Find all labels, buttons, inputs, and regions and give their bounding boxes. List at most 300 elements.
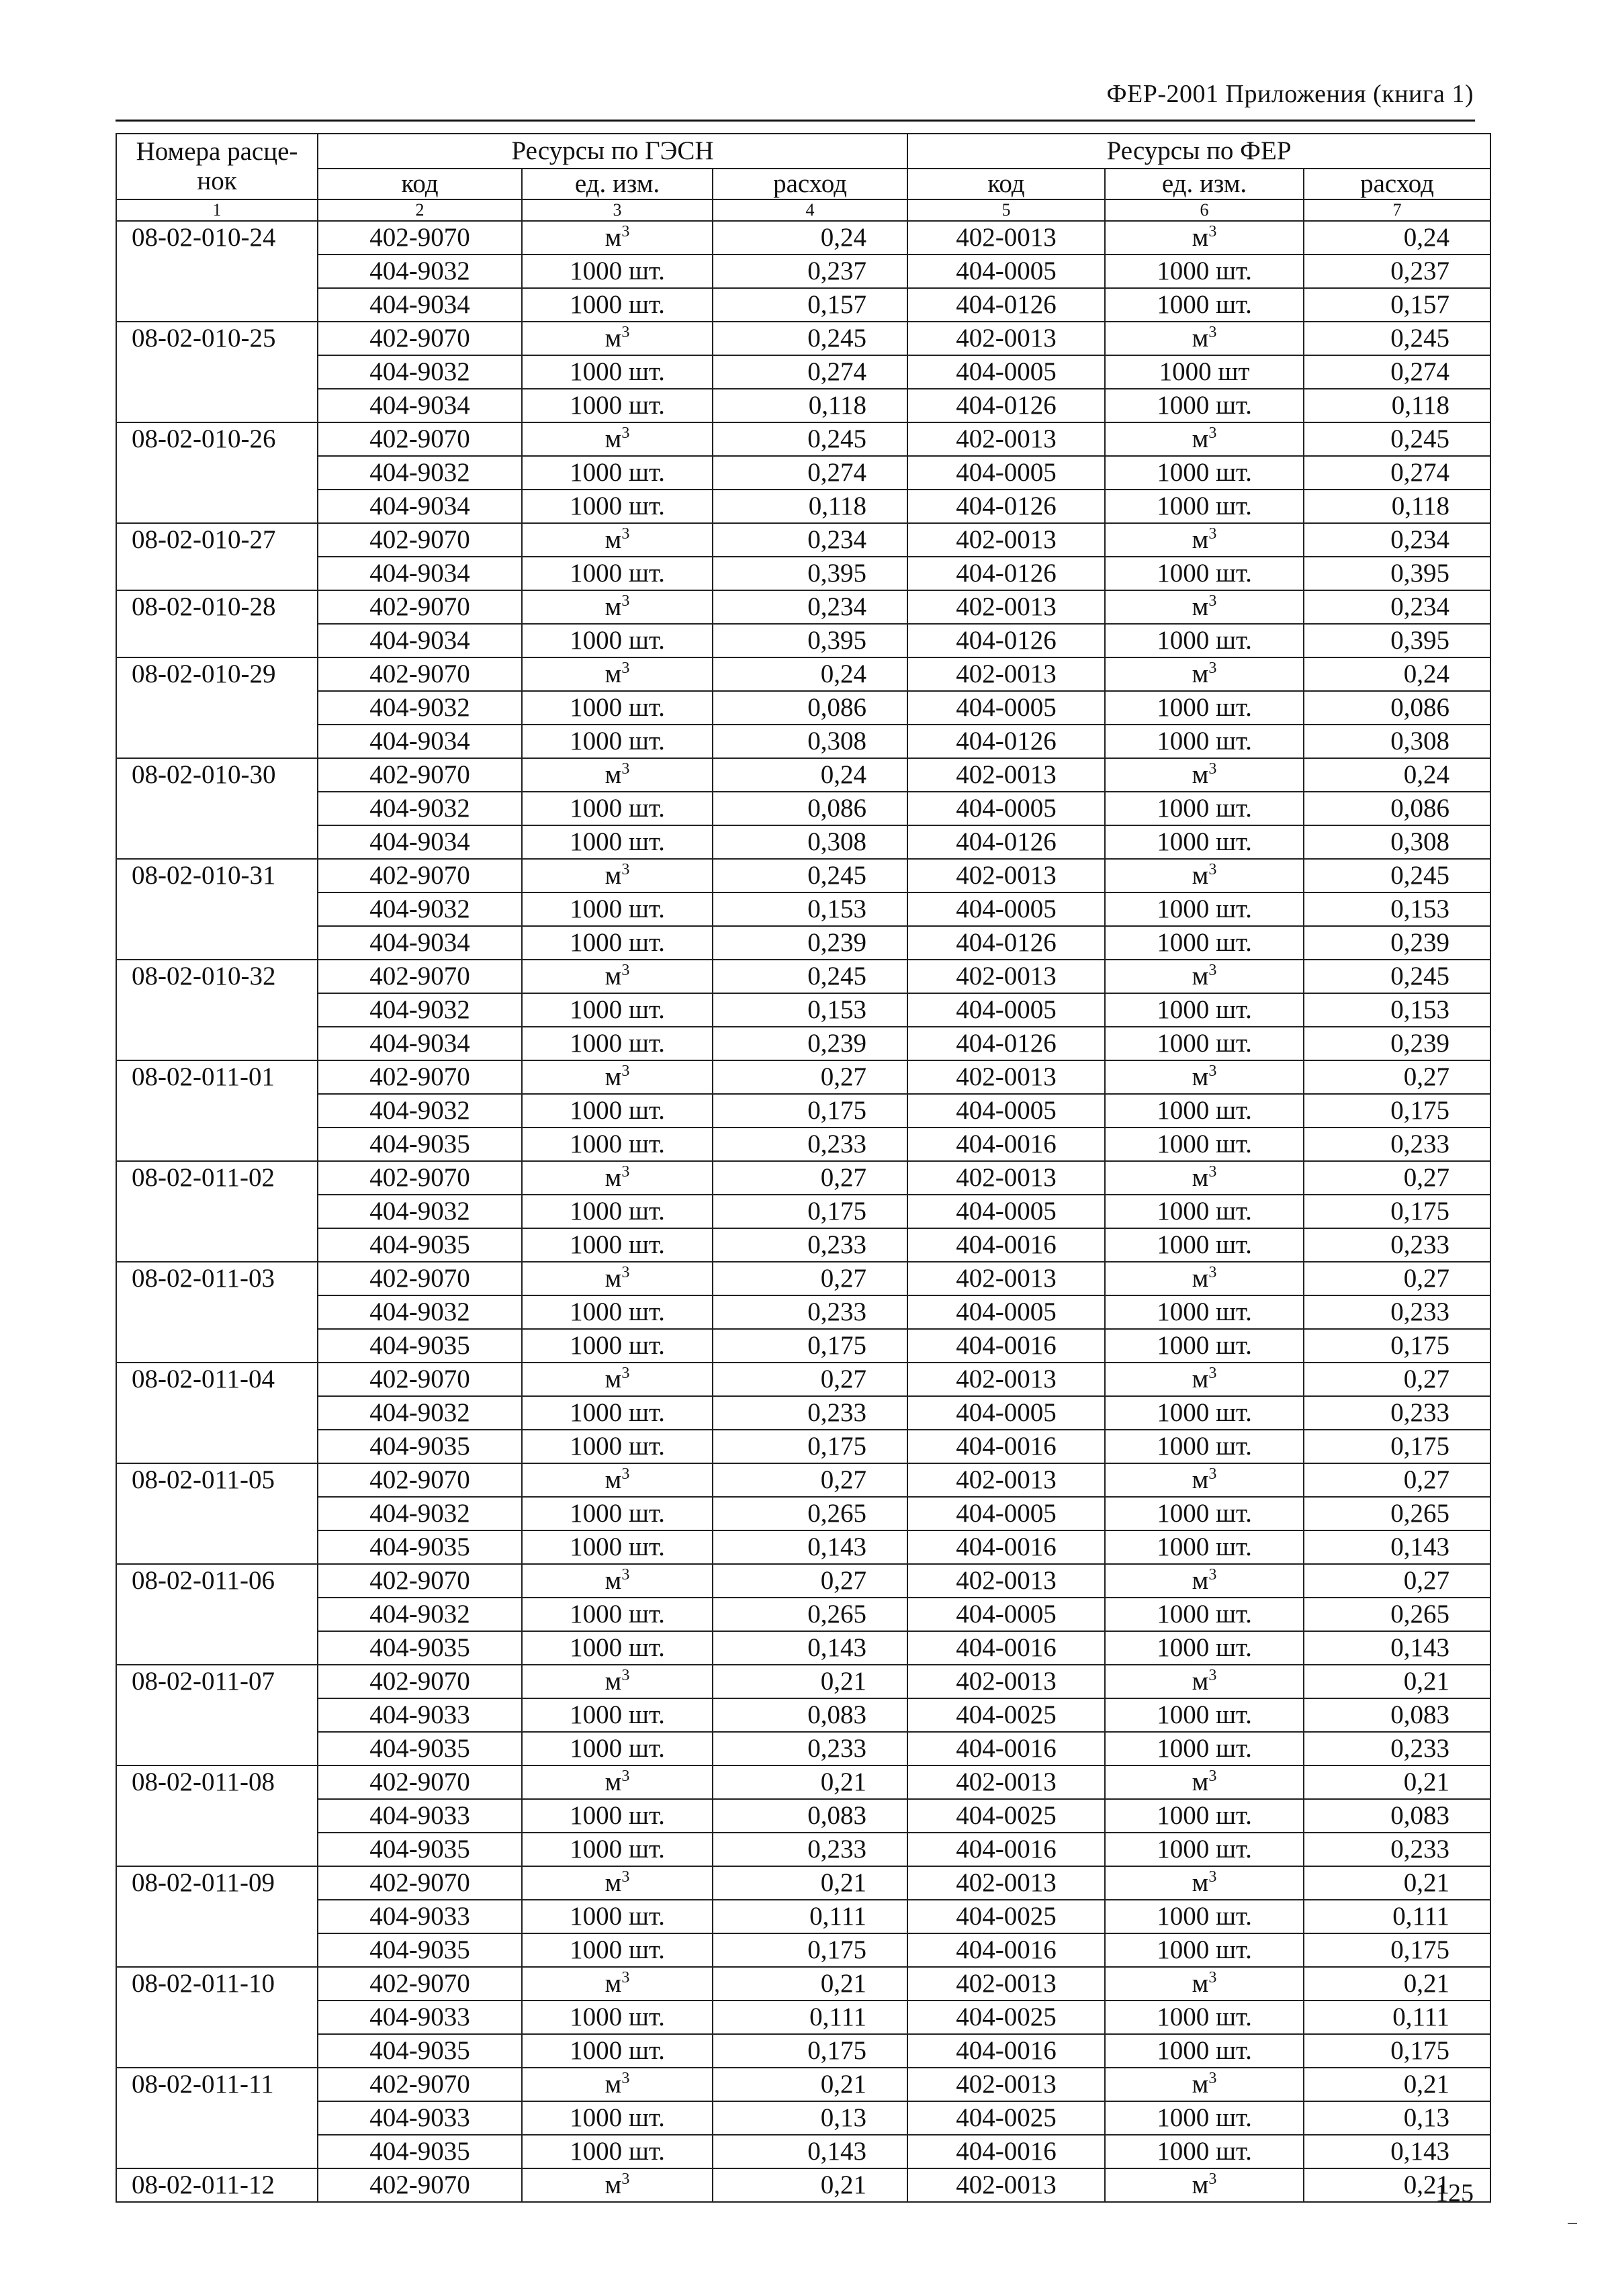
gesn-code-cell: 404-9034 — [318, 624, 522, 657]
fer-unit-cell: 1000 шт. — [1105, 691, 1304, 725]
fer-code-cell: 402-0013 — [907, 590, 1105, 624]
table-row — [116, 2001, 1490, 2034]
fer-code-cell: 402-0013 — [907, 1262, 1105, 1295]
table-row — [116, 1497, 1490, 1530]
fer-code-cell: 404-0025 — [907, 1900, 1105, 1933]
rate-number-cell: 08-02-010-26 — [116, 422, 318, 523]
table-row — [116, 2034, 1490, 2068]
fer-unit-cell — [1105, 758, 1304, 792]
gesn-code-cell: 404-9035 — [318, 2034, 522, 2068]
unit-superscript: 3 — [1208, 1365, 1217, 1382]
table-row — [116, 255, 1490, 288]
fer-qty-cell: 0,21 — [1304, 1967, 1490, 2001]
rate-number-cell: 08-02-010-29 — [116, 657, 318, 758]
gesn-code-cell: 402-9070 — [318, 1161, 522, 1195]
gesn-unit-cell — [522, 221, 713, 255]
fer-unit-cell — [1105, 1967, 1304, 2001]
fer-code-cell: 402-0013 — [907, 322, 1105, 355]
fer-qty-cell: 0,308 — [1304, 825, 1490, 859]
gesn-code-cell: 404-9034 — [318, 490, 522, 523]
fer-unit-cell: 1000 шт. — [1105, 456, 1304, 490]
gesn-unit-cell: 1000 шт. — [522, 1698, 713, 1732]
fer-code-cell: 404-0025 — [907, 1799, 1105, 1833]
fer-qty-cell: 0,143 — [1304, 1530, 1490, 1564]
fer-qty-cell: 0,265 — [1304, 1598, 1490, 1631]
fer-qty-cell: 0,086 — [1304, 792, 1490, 825]
gesn-code-cell: 404-9032 — [318, 691, 522, 725]
gesn-qty-cell: 0,308 — [713, 825, 907, 859]
fer-unit-cell: 1000 шт. — [1105, 825, 1304, 859]
gesn-unit-cell: 1000 шт. — [522, 1295, 713, 1329]
gesn-qty-cell: 0,395 — [713, 557, 907, 590]
gesn-qty-cell: 0,245 — [713, 960, 907, 993]
table-row — [116, 691, 1490, 725]
table-row — [116, 1463, 1490, 1497]
table-row — [116, 422, 1490, 456]
table-row — [116, 1430, 1490, 1463]
table-row — [116, 221, 1490, 255]
unit-superscript: 3 — [1208, 1868, 1217, 1886]
gesn-unit-cell: 1000 шт. — [522, 1598, 713, 1631]
unit-base: м — [605, 1969, 622, 1998]
table-row — [116, 557, 1490, 590]
page-number: 125 — [1435, 2179, 1474, 2207]
fer-qty-cell: 0,245 — [1304, 960, 1490, 993]
unit-superscript: 3 — [621, 1264, 630, 1281]
unit-base: м — [1192, 1566, 1209, 1595]
gesn-unit-cell: 1000 шт. — [522, 825, 713, 859]
gesn-code-cell: 402-9070 — [318, 1060, 522, 1094]
fer-unit-cell: 1000 шт. — [1105, 993, 1304, 1027]
gesn-code-cell: 404-9032 — [318, 792, 522, 825]
fer-qty-cell: 0,175 — [1304, 1094, 1490, 1128]
gesn-qty-cell: 0,239 — [713, 926, 907, 960]
gesn-qty-cell: 0,153 — [713, 892, 907, 926]
unit-base: м — [1192, 525, 1209, 554]
unit-superscript: 3 — [621, 1465, 630, 1483]
margin-mark — [1568, 2223, 1577, 2224]
fer-unit-cell — [1105, 2068, 1304, 2101]
fer-code-cell: 404-0005 — [907, 355, 1105, 389]
table-row — [116, 1900, 1490, 1933]
gesn-unit-cell: 1000 шт. — [522, 792, 713, 825]
fer-unit-cell: 1000 шт. — [1105, 1094, 1304, 1128]
unit-base: м — [1192, 1365, 1209, 1393]
fer-qty-cell: 0,24 — [1304, 758, 1490, 792]
gesn-code-cell: 404-9034 — [318, 926, 522, 960]
fer-unit-cell — [1105, 2168, 1304, 2202]
fer-unit-cell: 1000 шт. — [1105, 1128, 1304, 1161]
table-row — [116, 1833, 1490, 1866]
gesn-qty-cell: 0,27 — [713, 1161, 907, 1195]
gesn-unit-cell — [522, 1463, 713, 1497]
gesn-unit-cell — [522, 2068, 713, 2101]
fer-code-cell: 404-0016 — [907, 1228, 1105, 1262]
fer-qty-cell: 0,395 — [1304, 557, 1490, 590]
gesn-code-cell: 404-9032 — [318, 892, 522, 926]
fer-qty-cell: 0,143 — [1304, 2135, 1490, 2168]
gesn-qty-cell: 0,175 — [713, 1933, 907, 1967]
unit-superscript: 3 — [1208, 324, 1217, 341]
unit-base: м — [605, 525, 622, 554]
fer-unit-cell — [1105, 1866, 1304, 1900]
unit-superscript: 3 — [621, 1868, 630, 1886]
col-number: 5 — [907, 199, 1105, 221]
gesn-code-cell: 404-9033 — [318, 1900, 522, 1933]
table-row — [116, 1765, 1490, 1799]
gesn-unit-cell — [522, 758, 713, 792]
unit-base: м — [605, 760, 622, 789]
gesn-unit-cell: 1000 шт. — [522, 993, 713, 1027]
fer-qty-cell: 0,21 — [1304, 2068, 1490, 2101]
fer-unit-cell — [1105, 1161, 1304, 1195]
gesn-qty-cell: 0,175 — [713, 1094, 907, 1128]
fer-qty-cell: 0,111 — [1304, 2001, 1490, 2034]
unit-superscript: 3 — [1208, 2070, 1217, 2087]
unit-superscript: 3 — [1208, 1163, 1217, 1181]
fer-code-cell: 404-0126 — [907, 389, 1105, 422]
fer-unit-cell — [1105, 590, 1304, 624]
gesn-code-cell: 404-9035 — [318, 1732, 522, 1765]
gesn-unit-cell — [522, 1765, 713, 1799]
gesn-unit-cell: 1000 шт. — [522, 1497, 713, 1530]
fer-qty-cell: 0,153 — [1304, 892, 1490, 926]
unit-base: м — [1192, 1868, 1209, 1897]
fer-qty-cell: 0,233 — [1304, 1732, 1490, 1765]
gesn-qty-cell: 0,233 — [713, 1295, 907, 1329]
fer-qty-cell: 0,274 — [1304, 456, 1490, 490]
header-rule — [116, 120, 1475, 122]
table-row — [116, 1564, 1490, 1598]
unit-base: м — [1192, 1264, 1209, 1293]
gesn-unit-cell: 1000 шт. — [522, 1799, 713, 1833]
col-header-rates-line1: Номера расце- — [136, 137, 298, 166]
fer-code-cell: 402-0013 — [907, 1060, 1105, 1094]
gesn-unit-cell: 1000 шт. — [522, 1128, 713, 1161]
unit-superscript: 3 — [621, 525, 630, 543]
gesn-qty-cell: 0,233 — [713, 1833, 907, 1866]
gesn-qty-cell: 0,143 — [713, 1631, 907, 1665]
gesn-unit-cell: 1000 шт. — [522, 926, 713, 960]
gesn-qty-cell: 0,245 — [713, 859, 907, 892]
unit-superscript: 3 — [1208, 861, 1217, 878]
rate-number-cell: 08-02-010-31 — [116, 859, 318, 960]
fer-qty-cell: 0,118 — [1304, 389, 1490, 422]
fer-qty-cell: 0,239 — [1304, 926, 1490, 960]
fer-qty-cell: 0,21 — [1304, 1765, 1490, 1799]
table-row — [116, 892, 1490, 926]
gesn-unit-cell: 1000 шт. — [522, 2034, 713, 2068]
table-row — [116, 960, 1490, 993]
fer-unit-cell: 1000 шт. — [1105, 490, 1304, 523]
fer-code-cell: 402-0013 — [907, 758, 1105, 792]
unit-superscript: 3 — [621, 1667, 630, 1684]
gesn-unit-cell: 1000 шт. — [522, 288, 713, 322]
gesn-unit-cell: 1000 шт. — [522, 255, 713, 288]
gesn-unit-cell: 1000 шт. — [522, 2101, 713, 2135]
gesn-qty-cell: 0,27 — [713, 1463, 907, 1497]
fer-unit-cell: 1000 шт. — [1105, 1799, 1304, 1833]
gesn-qty-cell: 0,308 — [713, 725, 907, 758]
gesn-code-cell: 404-9032 — [318, 1497, 522, 1530]
gesn-code-cell: 404-9034 — [318, 825, 522, 859]
sub-header-fer-qty: расход — [1304, 169, 1490, 199]
sub-header-gesn-code: код — [318, 169, 522, 199]
gesn-unit-cell: 1000 шт. — [522, 1631, 713, 1665]
fer-unit-cell: 1000 шт. — [1105, 1598, 1304, 1631]
gesn-code-cell: 404-9032 — [318, 255, 522, 288]
fer-code-cell: 402-0013 — [907, 1564, 1105, 1598]
unit-base: м — [1192, 592, 1209, 621]
unit-base: м — [605, 1667, 622, 1696]
gesn-qty-cell: 0,21 — [713, 2068, 907, 2101]
table-row — [116, 1329, 1490, 1363]
gesn-code-cell: 404-9035 — [318, 1530, 522, 1564]
fer-qty-cell: 0,21 — [1304, 2168, 1490, 2202]
table-row — [116, 859, 1490, 892]
gesn-qty-cell: 0,24 — [713, 221, 907, 255]
gesn-qty-cell: 0,234 — [713, 590, 907, 624]
fer-unit-cell — [1105, 960, 1304, 993]
gesn-qty-cell: 0,143 — [713, 2135, 907, 2168]
table-row — [116, 2135, 1490, 2168]
gesn-qty-cell: 0,13 — [713, 2101, 907, 2135]
fer-unit-cell — [1105, 1060, 1304, 1094]
gesn-code-cell: 402-9070 — [318, 1564, 522, 1598]
sub-header-gesn-unit: ед. изм. — [522, 169, 713, 199]
table-row — [116, 657, 1490, 691]
fer-unit-cell: 1000 шт. — [1105, 2034, 1304, 2068]
gesn-code-cell: 404-9032 — [318, 993, 522, 1027]
fer-code-cell: 402-0013 — [907, 221, 1105, 255]
unit-base: м — [605, 592, 622, 621]
gesn-unit-cell — [522, 1060, 713, 1094]
unit-base: м — [605, 1566, 622, 1595]
unit-base: м — [605, 962, 622, 991]
fer-qty-cell: 0,233 — [1304, 1396, 1490, 1430]
fer-unit-cell: 1000 шт. — [1105, 1631, 1304, 1665]
unit-superscript: 3 — [1208, 962, 1217, 979]
unit-base: м — [605, 861, 622, 890]
fer-qty-cell: 0,21 — [1304, 1866, 1490, 1900]
gesn-code-cell: 402-9070 — [318, 657, 522, 691]
unit-base: м — [1192, 324, 1209, 353]
fer-qty-cell: 0,234 — [1304, 523, 1490, 557]
rate-number-cell: 08-02-010-30 — [116, 758, 318, 859]
rate-number-cell: 08-02-010-25 — [116, 322, 318, 422]
unit-superscript: 3 — [621, 1365, 630, 1382]
fer-qty-cell: 0,245 — [1304, 422, 1490, 456]
fer-code-cell: 404-0016 — [907, 2135, 1105, 2168]
table-row — [116, 1262, 1490, 1295]
gesn-unit-cell — [522, 657, 713, 691]
unit-superscript: 3 — [621, 424, 630, 442]
fer-unit-cell: 1000 шт. — [1105, 1027, 1304, 1060]
gesn-unit-cell — [522, 1866, 713, 1900]
unit-base: м — [1192, 1667, 1209, 1696]
gesn-unit-cell: 1000 шт. — [522, 1228, 713, 1262]
unit-superscript: 3 — [621, 2170, 630, 2188]
fer-qty-cell: 0,175 — [1304, 1430, 1490, 1463]
gesn-qty-cell: 0,265 — [713, 1497, 907, 1530]
gesn-qty-cell: 0,086 — [713, 792, 907, 825]
table-row — [116, 926, 1490, 960]
table-row — [116, 1530, 1490, 1564]
unit-base: м — [1192, 424, 1209, 453]
fer-code-cell: 404-0016 — [907, 1933, 1105, 1967]
unit-superscript: 3 — [621, 962, 630, 979]
gesn-unit-cell — [522, 523, 713, 557]
table-row — [116, 322, 1490, 355]
gesn-unit-cell: 1000 шт. — [522, 1430, 713, 1463]
fer-code-cell: 404-0005 — [907, 1396, 1105, 1430]
unit-superscript: 3 — [621, 1566, 630, 1583]
gesn-code-cell: 404-9034 — [318, 725, 522, 758]
gesn-qty-cell: 0,175 — [713, 1430, 907, 1463]
fer-qty-cell: 0,24 — [1304, 221, 1490, 255]
fer-code-cell: 402-0013 — [907, 1665, 1105, 1698]
unit-base: м — [605, 1264, 622, 1293]
fer-code-cell: 404-0126 — [907, 557, 1105, 590]
fer-qty-cell: 0,245 — [1304, 859, 1490, 892]
gesn-code-cell: 402-9070 — [318, 758, 522, 792]
table-head — [116, 134, 1490, 221]
fer-code-cell: 404-0025 — [907, 1698, 1105, 1732]
fer-code-cell: 404-0016 — [907, 1329, 1105, 1363]
fer-code-cell: 402-0013 — [907, 1765, 1105, 1799]
rate-number-cell: 08-02-011-06 — [116, 1564, 318, 1665]
unit-base: м — [1192, 861, 1209, 890]
gesn-unit-cell: 1000 шт. — [522, 490, 713, 523]
fer-unit-cell: 1000 шт. — [1105, 892, 1304, 926]
gesn-qty-cell: 0,153 — [713, 993, 907, 1027]
fer-unit-cell — [1105, 859, 1304, 892]
fer-code-cell: 402-0013 — [907, 859, 1105, 892]
fer-code-cell: 404-0126 — [907, 725, 1105, 758]
fer-unit-cell — [1105, 1765, 1304, 1799]
table-row — [116, 758, 1490, 792]
unit-superscript: 3 — [1208, 1264, 1217, 1281]
unit-base: м — [605, 424, 622, 453]
fer-qty-cell: 0,233 — [1304, 1833, 1490, 1866]
table-row — [116, 725, 1490, 758]
fer-unit-cell — [1105, 422, 1304, 456]
unit-base: м — [1192, 1969, 1209, 1998]
gesn-qty-cell: 0,21 — [713, 1765, 907, 1799]
fer-qty-cell: 0,265 — [1304, 1497, 1490, 1530]
gesn-unit-cell: 1000 шт. — [522, 892, 713, 926]
fer-unit-cell: 1000 шт. — [1105, 1195, 1304, 1228]
unit-base: м — [605, 324, 622, 353]
gesn-qty-cell: 0,27 — [713, 1363, 907, 1396]
unit-base: м — [605, 1163, 622, 1192]
unit-superscript: 3 — [621, 1969, 630, 1986]
fer-qty-cell: 0,086 — [1304, 691, 1490, 725]
fer-unit-cell: 1000 шт. — [1105, 1430, 1304, 1463]
unit-base: м — [1192, 1163, 1209, 1192]
gesn-qty-cell: 0,086 — [713, 691, 907, 725]
table-row — [116, 456, 1490, 490]
table-row — [116, 1698, 1490, 1732]
fer-code-cell: 404-0016 — [907, 2034, 1105, 2068]
gesn-unit-cell — [522, 422, 713, 456]
unit-base: м — [605, 659, 622, 688]
gesn-qty-cell: 0,083 — [713, 1698, 907, 1732]
fer-qty-cell: 0,308 — [1304, 725, 1490, 758]
fer-code-cell: 404-0005 — [907, 892, 1105, 926]
unit-base: м — [1192, 2170, 1209, 2199]
gesn-code-cell: 404-9032 — [318, 355, 522, 389]
fer-unit-cell: 1000 шт. — [1105, 624, 1304, 657]
gesn-code-cell: 402-9070 — [318, 960, 522, 993]
table-row — [116, 389, 1490, 422]
fer-unit-cell: 1000 шт. — [1105, 926, 1304, 960]
table-row — [116, 2068, 1490, 2101]
fer-unit-cell — [1105, 657, 1304, 691]
unit-superscript: 3 — [621, 1062, 630, 1080]
gesn-unit-cell: 1000 шт. — [522, 1195, 713, 1228]
unit-base: м — [605, 223, 622, 252]
fer-unit-cell: 1000 шт. — [1105, 255, 1304, 288]
gesn-unit-cell — [522, 590, 713, 624]
fer-unit-cell: 1000 шт. — [1105, 557, 1304, 590]
gesn-code-cell: 404-9035 — [318, 1631, 522, 1665]
gesn-qty-cell: 0,21 — [713, 1967, 907, 2001]
fer-unit-cell: 1000 шт. — [1105, 1228, 1304, 1262]
table-body — [116, 221, 1490, 2202]
gesn-unit-cell: 1000 шт. — [522, 355, 713, 389]
unit-superscript: 3 — [1208, 1566, 1217, 1583]
fer-code-cell: 404-0005 — [907, 691, 1105, 725]
gesn-unit-cell — [522, 322, 713, 355]
fer-code-cell: 402-0013 — [907, 1161, 1105, 1195]
gesn-code-cell: 404-9032 — [318, 1295, 522, 1329]
fer-code-cell: 402-0013 — [907, 657, 1105, 691]
fer-code-cell: 402-0013 — [907, 523, 1105, 557]
col-number: 6 — [1105, 199, 1304, 221]
gesn-code-cell: 402-9070 — [318, 859, 522, 892]
fer-qty-cell: 0,233 — [1304, 1228, 1490, 1262]
rate-number-cell: 08-02-011-02 — [116, 1161, 318, 1262]
gesn-qty-cell: 0,234 — [713, 523, 907, 557]
rate-number-cell: 08-02-011-09 — [116, 1866, 318, 1967]
unit-base: м — [1192, 1465, 1209, 1494]
gesn-unit-cell: 1000 шт. — [522, 1732, 713, 1765]
fer-code-cell: 404-0025 — [907, 2001, 1105, 2034]
fer-unit-cell: 1000 шт. — [1105, 1698, 1304, 1732]
col-number: 3 — [522, 199, 713, 221]
gesn-code-cell: 402-9070 — [318, 1866, 522, 1900]
gesn-unit-cell: 1000 шт. — [522, 725, 713, 758]
fer-unit-cell: 1000 шт. — [1105, 1732, 1304, 1765]
fer-qty-cell: 0,27 — [1304, 1463, 1490, 1497]
gesn-unit-cell — [522, 1564, 713, 1598]
table-row — [116, 1094, 1490, 1128]
gesn-qty-cell: 0,239 — [713, 1027, 907, 1060]
gesn-unit-cell: 1000 шт. — [522, 2001, 713, 2034]
gesn-code-cell: 402-9070 — [318, 1665, 522, 1698]
fer-code-cell: 404-0005 — [907, 1094, 1105, 1128]
gesn-code-cell: 402-9070 — [318, 2168, 522, 2202]
fer-unit-cell: 1000 шт. — [1105, 1530, 1304, 1564]
rate-number-cell: 08-02-011-08 — [116, 1765, 318, 1866]
table-row — [116, 1598, 1490, 1631]
table-row — [116, 1665, 1490, 1698]
gesn-unit-cell: 1000 шт. — [522, 1530, 713, 1564]
gesn-code-cell: 402-9070 — [318, 422, 522, 456]
unit-base: м — [605, 1365, 622, 1393]
gesn-code-cell: 404-9033 — [318, 1698, 522, 1732]
